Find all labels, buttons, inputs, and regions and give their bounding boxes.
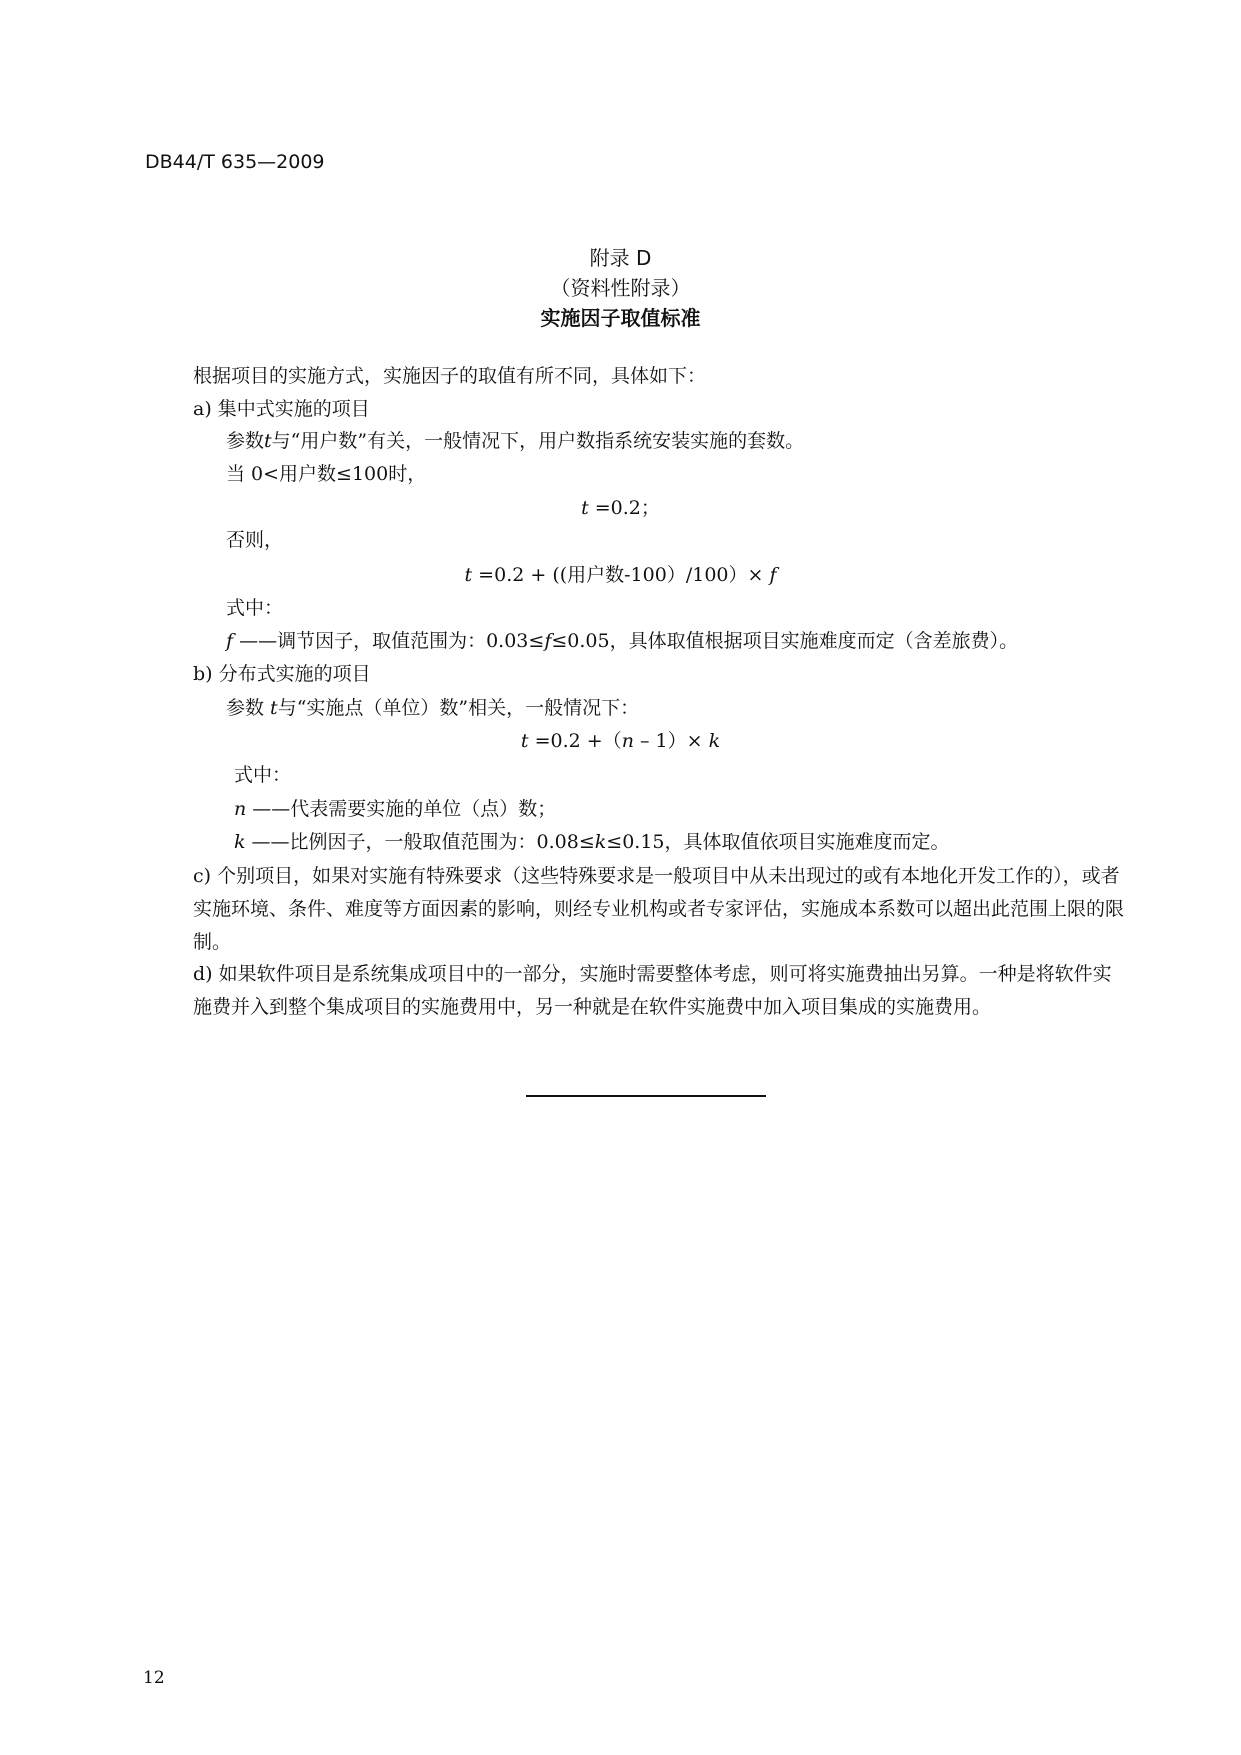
var-k: k [234, 831, 246, 853]
appendix-heading [0, 243, 1241, 333]
formula-1 [0, 496, 1241, 520]
text: ——代表需要实施的单位（点）数； [246, 798, 557, 820]
formula-text: =0.2 +（ [528, 730, 622, 752]
text: ——调节因子，取值范围为：0.03≤ [233, 630, 545, 652]
formula-3 [0, 729, 1241, 753]
appendix-title: 实施因子取值标准 [540, 306, 701, 330]
var-k: k [708, 730, 721, 752]
section-a-where: 式中： [226, 597, 284, 619]
document-code: DB44/T 635—2009 [145, 151, 325, 173]
var-t: t [270, 697, 278, 719]
var-n: n [234, 798, 247, 820]
text: 参数 [226, 430, 265, 452]
text: ≤0.05，具体取值根据项目实施难度而定（含差旅费）。 [551, 630, 1019, 652]
section-a-param [226, 429, 804, 453]
formula-text: =0.2 + ((用户数-100）/100）× [472, 564, 770, 586]
var-f: f [226, 630, 234, 652]
section-b-def-n [234, 797, 556, 821]
section-c-paragraph: c) 个别项目，如果对实施有特殊要求（这些特殊要求是一般项目中从未出现过的或有本地化开发工作的），或者实施环境、条件、难度等方面因素的影响，则经专业机构或者专家评估，实施成本系数可以超出此范围上限的限制。 [193, 865, 1125, 953]
section-a-definition [226, 629, 1018, 653]
section-b-def-k [234, 830, 950, 854]
var-k: k [594, 831, 607, 853]
text: 与“实施点（单位）数”相关，一般情况下： [277, 697, 640, 719]
var-t: t [264, 430, 272, 452]
appendix-label: 附录 D [589, 246, 652, 270]
section-b-where: 式中： [234, 764, 292, 786]
section-b-param [226, 696, 639, 720]
section-a-otherwise: 否则， [226, 529, 284, 551]
text: 与“用户数”有关，一般情况下，用户数指系统安装实施的套数。 [271, 430, 805, 452]
text: 参数 [226, 697, 271, 719]
text: ≤0.15，具体取值依项目实施难度而定。 [606, 831, 950, 853]
var-t: t [464, 564, 473, 586]
section-d-paragraph: d) 如果软件项目是系统集成项目中的一部分，实施时需要整体考虑，则可将实施费抽出另算。一种是将软件实施费并入到整个集成项目的实施费用中，另一种就是在软件实施费中加入项目集成的实施费用。 [193, 963, 1112, 1018]
var-f: f [544, 630, 552, 652]
formula-2 [0, 563, 1241, 587]
formula-text: – 1）× [633, 730, 709, 752]
section-a-heading: a) 集中式实施的项目 [193, 398, 370, 420]
appendix-type: （资料性附录） [550, 276, 691, 300]
var-n: n [621, 730, 634, 752]
section-b-heading: b) 分布式实施的项目 [193, 663, 371, 685]
var-t: t [581, 497, 589, 519]
end-rule [526, 1095, 766, 1097]
page-number: 12 [143, 1668, 165, 1688]
intro-text: 根据项目的实施方式，实施因子的取值有所不同，具体如下： [193, 365, 707, 387]
var-f: f [769, 564, 777, 586]
var-t: t [520, 730, 529, 752]
formula-text: =0.2； [588, 497, 660, 519]
section-a-condition: 当 0<用户数≤100时， [226, 463, 427, 485]
text: ——比例因子，一般取值范围为：0.08≤ [245, 831, 595, 853]
